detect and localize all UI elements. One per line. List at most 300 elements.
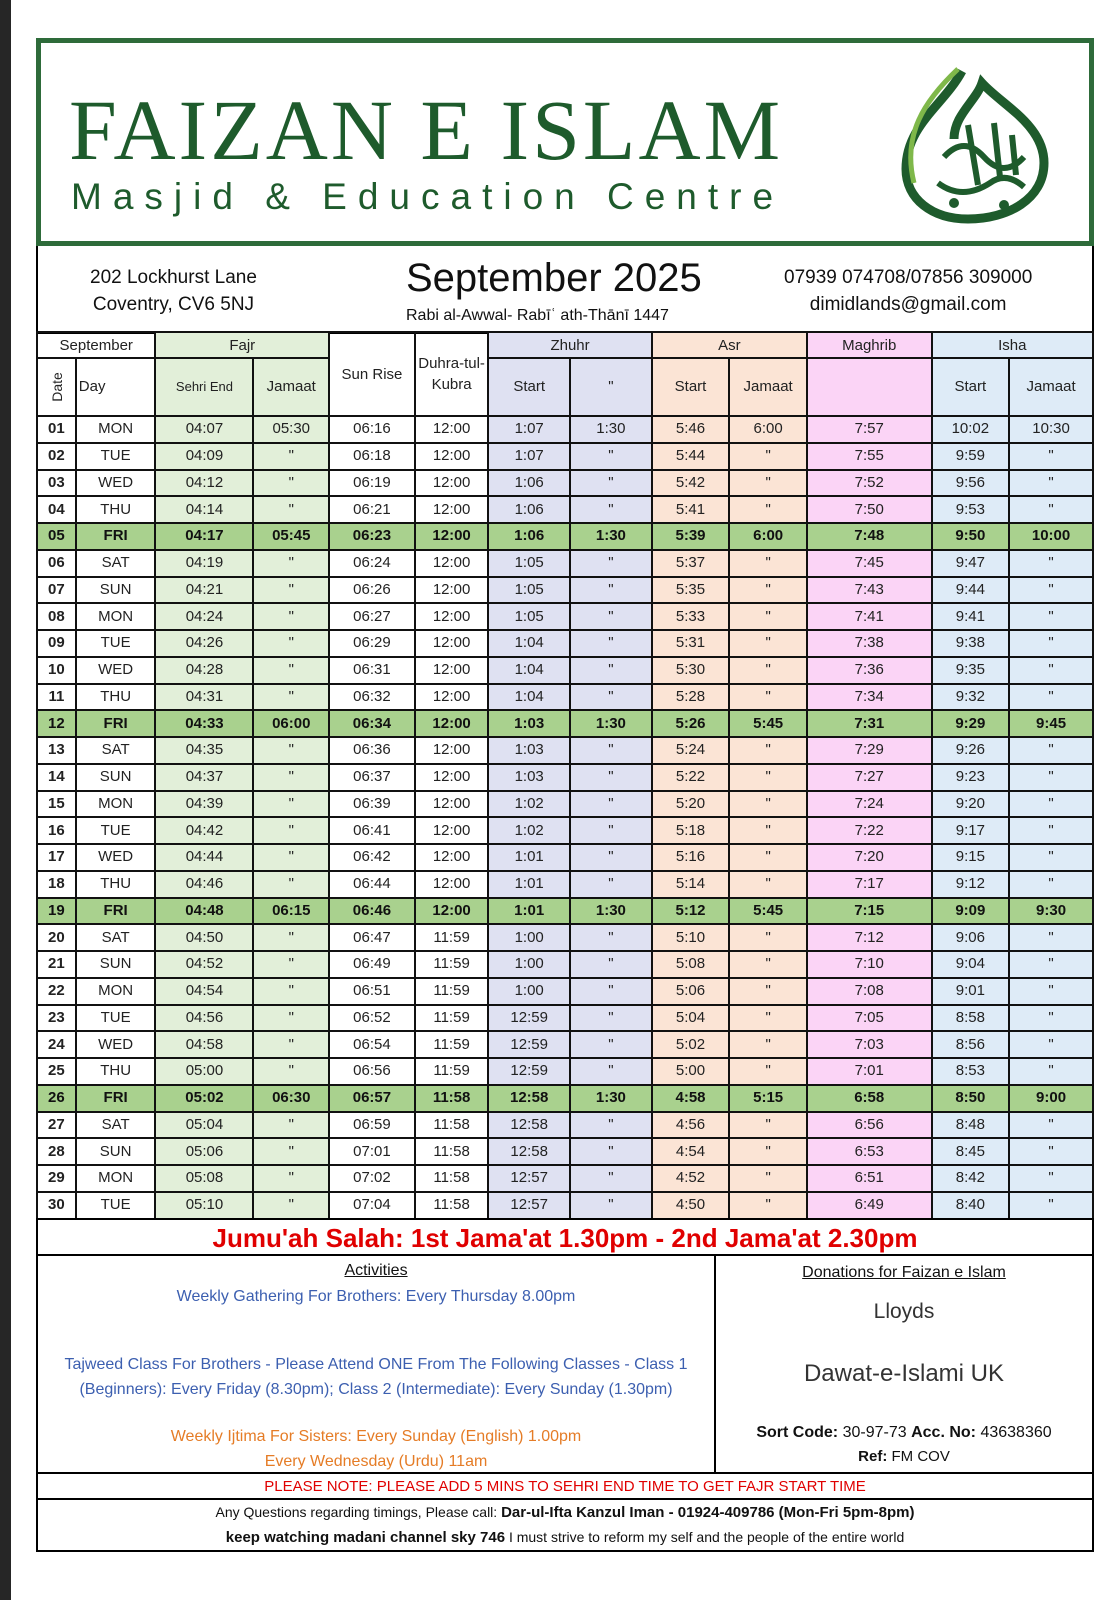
table-row: [37, 1058, 1093, 1085]
fajr-jamaat-cell: ": [253, 764, 329, 791]
isha-start-cell: 9:23: [932, 764, 1010, 791]
isha-jamaat-cell: 10:00: [1009, 523, 1093, 550]
date-cell: 26: [37, 1085, 76, 1112]
zhuhr-jamaat-cell: ": [570, 1005, 652, 1032]
isha-jamaat-cell: ": [1009, 550, 1093, 577]
zhuhr-jamaat-cell: ": [570, 951, 652, 978]
sehri-end-cell: 04:52: [155, 951, 253, 978]
month-header: September: [37, 332, 155, 358]
date-cell: 30: [37, 1192, 76, 1219]
asr-start-cell: 4:50: [652, 1192, 730, 1219]
footer-channel-line: [38, 1525, 1092, 1550]
day-cell: WED: [76, 470, 156, 497]
isha-start-cell: 8:58: [932, 1005, 1010, 1032]
day-cell: MON: [76, 416, 156, 443]
maghrib-cell: 7:43: [807, 577, 932, 604]
zhuhr-jamaat-cell: ": [570, 684, 652, 711]
maghrib-cell: 7:03: [807, 1031, 932, 1058]
sehri-end-cell: 04:33: [155, 710, 253, 737]
asr-start-cell: 5:18: [652, 817, 730, 844]
footer-questions: Any Questions regarding timings, Please call:: [215, 1504, 498, 1520]
table-row: [37, 603, 1093, 630]
prayer-timetable: [36, 331, 1094, 1220]
fajr-jamaat-cell: 06:00: [253, 710, 329, 737]
maghrib-cell: 6:56: [807, 1112, 932, 1139]
zhuhr-start-cell: 1:00: [488, 951, 570, 978]
sunrise-cell: 06:57: [329, 1085, 415, 1112]
zhuhr-start-cell: 1:04: [488, 684, 570, 711]
sehri-end-cell: 04:46: [155, 871, 253, 898]
asr-jamaat-cell: ": [729, 603, 807, 630]
zhuhr-jamaat-header: ": [570, 358, 652, 416]
account-number: 43638360: [980, 1424, 1052, 1441]
isha-start-cell: 9:29: [932, 710, 1010, 737]
sunrise-cell: 06:37: [329, 764, 415, 791]
table-row: [37, 1138, 1093, 1165]
fajr-jamaat-cell: ": [253, 924, 329, 951]
isha-start-cell: 9:44: [932, 577, 1010, 604]
contact-info: [784, 264, 1032, 318]
table-row: [37, 710, 1093, 737]
activities-section: [38, 1256, 716, 1472]
sehri-end-cell: 04:21: [155, 577, 253, 604]
table-row: [37, 550, 1093, 577]
asr-jamaat-cell: ": [729, 1165, 807, 1192]
zhuhr-jamaat-cell: ": [570, 577, 652, 604]
sunrise-cell: 06:16: [329, 416, 415, 443]
date-cell: 01: [37, 416, 76, 443]
asr-jamaat-cell: 6:00: [729, 416, 807, 443]
asr-start-cell: 4:56: [652, 1112, 730, 1139]
duhr-kubra-cell: 11:59: [415, 1031, 489, 1058]
isha-jamaat-cell: ": [1009, 630, 1093, 657]
sunrise-cell: 06:29: [329, 630, 415, 657]
table-row: [37, 1192, 1093, 1219]
isha-start-cell: 8:48: [932, 1112, 1010, 1139]
date-cell: 13: [37, 737, 76, 764]
asr-jamaat-header: Jamaat: [729, 358, 807, 416]
maghrib-cell: 7:27: [807, 764, 932, 791]
duhr-kubra-cell: 11:59: [415, 1005, 489, 1032]
asr-jamaat-cell: ": [729, 470, 807, 497]
table-row: [37, 924, 1093, 951]
isha-jamaat-cell: ": [1009, 1138, 1093, 1165]
date-cell: 27: [37, 1112, 76, 1139]
asr-jamaat-cell: ": [729, 791, 807, 818]
isha-start-cell: 9:41: [932, 603, 1010, 630]
fajr-jamaat-cell: ": [253, 1165, 329, 1192]
asr-start-cell: 4:52: [652, 1165, 730, 1192]
isha-jamaat-cell: ": [1009, 577, 1093, 604]
fajr-jamaat-cell: ": [253, 684, 329, 711]
isha-start-cell: 9:01: [932, 978, 1010, 1005]
duhr-kubra-cell: 12:00: [415, 764, 489, 791]
duhr-kubra-cell: 12:00: [415, 443, 489, 470]
day-cell: TUE: [76, 1192, 156, 1219]
day-cell: TUE: [76, 1005, 156, 1032]
day-cell: MON: [76, 603, 156, 630]
sunrise-cell: 06:36: [329, 737, 415, 764]
date-cell: 18: [37, 871, 76, 898]
maghrib-subheader: [807, 358, 932, 416]
date-cell: 14: [37, 764, 76, 791]
asr-start-cell: 5:10: [652, 924, 730, 951]
asr-start-cell: 5:04: [652, 1005, 730, 1032]
date-cell: 24: [37, 1031, 76, 1058]
activity-tajweed-class: Tajweed Class For Brothers - Please Attend ONE From The Following Classes - Class 1 (Beginners): Every Friday (8.30pm); Class 2 (Intermediate): Every Sunday (1.30pm): [64, 1356, 688, 1398]
sehri-end-cell: 05:10: [155, 1192, 253, 1219]
asr-start-cell: 4:58: [652, 1085, 730, 1112]
date-cell: 15: [37, 791, 76, 818]
sehri-end-cell: 05:08: [155, 1165, 253, 1192]
date-cell: 17: [37, 844, 76, 871]
date-cell: 12: [37, 710, 76, 737]
maghrib-cell: 7:12: [807, 924, 932, 951]
asr-jamaat-cell: ": [729, 1138, 807, 1165]
reference-label: Ref:: [858, 1448, 888, 1465]
asr-jamaat-cell: ": [729, 1112, 807, 1139]
sehri-end-cell: 04:09: [155, 443, 253, 470]
zhuhr-start-cell: 1:04: [488, 630, 570, 657]
date-cell: 22: [37, 978, 76, 1005]
asr-jamaat-cell: ": [729, 764, 807, 791]
duhr-kubra-cell: 12:00: [415, 737, 489, 764]
sunrise-cell: 06:42: [329, 844, 415, 871]
sunrise-cell: 06:26: [329, 577, 415, 604]
isha-start-cell: 8:53: [932, 1058, 1010, 1085]
zhuhr-start-cell: 12:57: [488, 1192, 570, 1219]
day-cell: SUN: [76, 951, 156, 978]
asr-start-cell: 5:39: [652, 523, 730, 550]
maghrib-cell: 7:38: [807, 630, 932, 657]
footer-questions-line: [38, 1500, 1092, 1525]
duhr-kubra-cell: 12:00: [415, 577, 489, 604]
sehri-end-header: Sehri End: [155, 358, 253, 416]
sunrise-cell: 06:47: [329, 924, 415, 951]
day-cell: SAT: [76, 737, 156, 764]
date-cell: 04: [37, 496, 76, 523]
zhuhr-jamaat-cell: ": [570, 1138, 652, 1165]
isha-jamaat-cell: 9:30: [1009, 898, 1093, 925]
fajr-jamaat-cell: ": [253, 443, 329, 470]
asr-start-cell: 5:00: [652, 1058, 730, 1085]
fajr-jamaat-cell: ": [253, 470, 329, 497]
asr-start-cell: 5:37: [652, 550, 730, 577]
zhuhr-jamaat-cell: ": [570, 470, 652, 497]
table-row: [37, 1085, 1093, 1112]
sunrise-cell: 06:32: [329, 684, 415, 711]
sunrise-cell: 06:18: [329, 443, 415, 470]
sehri-end-cell: 04:35: [155, 737, 253, 764]
email-address: dimidlands@gmail.com: [809, 294, 1007, 315]
maghrib-cell: 7:20: [807, 844, 932, 871]
maghrib-cell: 6:51: [807, 1165, 932, 1192]
maghrib-cell: 7:57: [807, 416, 932, 443]
maghrib-cell: 7:41: [807, 603, 932, 630]
info-panel: [36, 246, 1094, 334]
isha-jamaat-cell: ": [1009, 844, 1093, 871]
duhr-kubra-cell: 12:00: [415, 898, 489, 925]
fajr-jamaat-cell: ": [253, 603, 329, 630]
maghrib-cell: 7:34: [807, 684, 932, 711]
zhuhr-start-cell: 1:06: [488, 470, 570, 497]
maghrib-cell: 7:24: [807, 791, 932, 818]
fajr-jamaat-cell: 05:30: [253, 416, 329, 443]
table-row: [37, 470, 1093, 497]
maghrib-cell: 6:49: [807, 1192, 932, 1219]
zhuhr-start-cell: 1:06: [488, 496, 570, 523]
maghrib-cell: 6:58: [807, 1085, 932, 1112]
maghrib-cell: 7:05: [807, 1005, 932, 1032]
fajr-jamaat-cell: ": [253, 871, 329, 898]
table-row: [37, 496, 1093, 523]
page-footer: [36, 1498, 1094, 1552]
date-cell: 08: [37, 603, 76, 630]
sunrise-cell: 06:56: [329, 1058, 415, 1085]
isha-start-cell: 9:32: [932, 684, 1010, 711]
maghrib-cell: 7:17: [807, 871, 932, 898]
duhr-kubra-cell: 11:58: [415, 1085, 489, 1112]
duhr-kubra-cell: 12:00: [415, 871, 489, 898]
fajr-jamaat-cell: ": [253, 657, 329, 684]
asr-jamaat-cell: 5:15: [729, 1085, 807, 1112]
day-cell: WED: [76, 844, 156, 871]
timetable-sheet: [36, 38, 1094, 1588]
fajr-jamaat-cell: ": [253, 1112, 329, 1139]
table-row: [37, 416, 1093, 443]
asr-start-cell: 5:26: [652, 710, 730, 737]
fajr-jamaat-cell: ": [253, 1138, 329, 1165]
zhuhr-start-cell: 12:57: [488, 1165, 570, 1192]
sunrise-cell: 06:27: [329, 603, 415, 630]
fajr-jamaat-cell: ": [253, 550, 329, 577]
zhuhr-jamaat-cell: ": [570, 844, 652, 871]
isha-jamaat-cell: ": [1009, 924, 1093, 951]
duhr-kubra-cell: 12:00: [415, 523, 489, 550]
sunrise-cell: 06:24: [329, 550, 415, 577]
table-row: [37, 1112, 1093, 1139]
fajr-jamaat-cell: ": [253, 844, 329, 871]
date-cell: 19: [37, 898, 76, 925]
day-cell: SUN: [76, 1138, 156, 1165]
duhr-kubra-cell: 12:00: [415, 684, 489, 711]
sunrise-cell: 06:19: [329, 470, 415, 497]
date-cell: 10: [37, 657, 76, 684]
duhr-kubra-cell: 11:59: [415, 1058, 489, 1085]
asr-start-cell: 5:31: [652, 630, 730, 657]
zhuhr-start-cell: 1:03: [488, 710, 570, 737]
date-cell: 11: [37, 684, 76, 711]
zhuhr-jamaat-cell: ": [570, 817, 652, 844]
table-row: [37, 978, 1093, 1005]
sunrise-cell: 07:02: [329, 1165, 415, 1192]
isha-start-cell: 9:04: [932, 951, 1010, 978]
day-cell: TUE: [76, 630, 156, 657]
asr-start-cell: 5:08: [652, 951, 730, 978]
zhuhr-jamaat-cell: ": [570, 871, 652, 898]
isha-start-cell: 9:26: [932, 737, 1010, 764]
asr-jamaat-cell: ": [729, 1192, 807, 1219]
sehri-end-cell: 05:00: [155, 1058, 253, 1085]
sehri-end-cell: 04:24: [155, 603, 253, 630]
sunrise-cell: 06:49: [329, 951, 415, 978]
date-cell: 29: [37, 1165, 76, 1192]
asr-start-cell: 5:06: [652, 978, 730, 1005]
ijtima-wednesday: Every Wednesday (Urdu) 11am: [264, 1453, 488, 1470]
sunrise-cell: 07:01: [329, 1138, 415, 1165]
asr-start-cell: 5:02: [652, 1031, 730, 1058]
isha-jamaat-header: Jamaat: [1009, 358, 1093, 416]
day-cell: WED: [76, 1031, 156, 1058]
asr-start-cell: 5:41: [652, 496, 730, 523]
footer-slogan: I must strive to reform my self and the people of the entire world: [508, 1529, 905, 1545]
sehri-end-cell: 05:04: [155, 1112, 253, 1139]
sunrise-cell: 06:51: [329, 978, 415, 1005]
isha-start-cell: 10:02: [932, 416, 1010, 443]
sunrise-cell: 06:59: [329, 1112, 415, 1139]
sunrise-cell: 07:04: [329, 1192, 415, 1219]
asr-start-cell: 5:24: [652, 737, 730, 764]
duhr-kubra-cell: 11:58: [415, 1138, 489, 1165]
day-cell: MON: [76, 1165, 156, 1192]
day-cell: FRI: [76, 523, 156, 550]
fajr-jamaat-cell: 06:30: [253, 1085, 329, 1112]
fajr-jamaat-cell: ": [253, 1058, 329, 1085]
date-header: Date: [37, 358, 76, 416]
isha-jamaat-cell: ": [1009, 978, 1093, 1005]
fajr-jamaat-cell: 05:45: [253, 523, 329, 550]
address: [90, 264, 257, 318]
day-cell: FRI: [76, 1085, 156, 1112]
day-cell: THU: [76, 871, 156, 898]
duhr-kubra-cell: 11:59: [415, 924, 489, 951]
isha-start-cell: 8:45: [932, 1138, 1010, 1165]
asr-jamaat-cell: 5:45: [729, 710, 807, 737]
day-cell: THU: [76, 496, 156, 523]
zhuhr-jamaat-cell: 1:30: [570, 1085, 652, 1112]
asr-jamaat-cell: ": [729, 737, 807, 764]
activity-brothers-gathering: Weekly Gathering For Brothers: Every Thursday 8.00pm: [176, 1288, 576, 1305]
reference: [716, 1448, 1092, 1465]
duhr-kubra-cell: 12:00: [415, 496, 489, 523]
maghrib-cell: 7:15: [807, 898, 932, 925]
asr-jamaat-cell: ": [729, 443, 807, 470]
fajr-jamaat-cell: ": [253, 978, 329, 1005]
zhuhr-start-cell: 1:07: [488, 416, 570, 443]
duhr-kubra-cell: 11:58: [415, 1165, 489, 1192]
isha-jamaat-cell: 10:30: [1009, 416, 1093, 443]
date-cell: 05: [37, 523, 76, 550]
zhuhr-start-cell: 1:03: [488, 737, 570, 764]
asr-start-cell: 5:16: [652, 844, 730, 871]
sunrise-cell: 06:21: [329, 496, 415, 523]
fajr-header: Fajr: [155, 332, 329, 358]
timetable-body: [37, 416, 1093, 1219]
day-cell: WED: [76, 657, 156, 684]
asr-jamaat-cell: ": [729, 577, 807, 604]
zhuhr-jamaat-cell: ": [570, 1031, 652, 1058]
zhuhr-jamaat-cell: ": [570, 764, 652, 791]
isha-start-cell: 9:06: [932, 924, 1010, 951]
table-row: [37, 1165, 1093, 1192]
sehri-end-cell: 04:28: [155, 657, 253, 684]
maghrib-cell: 7:52: [807, 470, 932, 497]
duhr-kubra-cell: 11:58: [415, 1112, 489, 1139]
duhr-kubra-cell: 11:59: [415, 978, 489, 1005]
asr-start-cell: 5:12: [652, 898, 730, 925]
zhuhr-start-cell: 1:01: [488, 844, 570, 871]
zhuhr-start-cell: 1:05: [488, 603, 570, 630]
day-cell: FRI: [76, 710, 156, 737]
dawat-logo-icon: [884, 65, 1064, 225]
asr-jamaat-cell: ": [729, 817, 807, 844]
footer-contact: Dar-ul-Ifta Kanzul Iman - 01924-409786 (Mon-Fri 5pm-8pm): [501, 1504, 915, 1521]
asr-start-cell: 5:28: [652, 684, 730, 711]
isha-jamaat-cell: ": [1009, 737, 1093, 764]
asr-start-cell: 5:20: [652, 791, 730, 818]
sehri-end-cell: 05:02: [155, 1085, 253, 1112]
sehri-end-cell: 04:37: [155, 764, 253, 791]
isha-jamaat-cell: ": [1009, 603, 1093, 630]
sub-header-row: [37, 358, 1093, 416]
isha-jamaat-cell: ": [1009, 817, 1093, 844]
isha-start-cell: 9:56: [932, 470, 1010, 497]
asr-jamaat-cell: ": [729, 496, 807, 523]
zhuhr-jamaat-cell: ": [570, 791, 652, 818]
table-row: [37, 817, 1093, 844]
duhr-kubra-cell: 12:00: [415, 817, 489, 844]
sehri-end-cell: 04:19: [155, 550, 253, 577]
asr-jamaat-cell: ": [729, 924, 807, 951]
isha-start-cell: 8:56: [932, 1031, 1010, 1058]
zhuhr-start-cell: 1:02: [488, 791, 570, 818]
maghrib-cell: 7:22: [807, 817, 932, 844]
fajr-jamaat-cell: ": [253, 791, 329, 818]
isha-jamaat-cell: 9:00: [1009, 1085, 1093, 1112]
asr-jamaat-cell: ": [729, 1058, 807, 1085]
asr-jamaat-cell: ": [729, 1005, 807, 1032]
day-cell: MON: [76, 978, 156, 1005]
duhr-kubra-header: Duhra-tul-Kubra: [415, 332, 489, 416]
asr-start-cell: 5:30: [652, 657, 730, 684]
isha-start-cell: 9:17: [932, 817, 1010, 844]
sehri-end-cell: 04:39: [155, 791, 253, 818]
isha-jamaat-cell: 9:45: [1009, 710, 1093, 737]
asr-start-cell: 5:35: [652, 577, 730, 604]
month-title: September 2025: [406, 256, 702, 300]
masjid-title: FAIZAN E ISLAM: [69, 82, 784, 178]
table-row: [37, 630, 1093, 657]
maghrib-cell: 7:55: [807, 443, 932, 470]
zhuhr-start-cell: 1:01: [488, 871, 570, 898]
duhr-kubra-cell: 12:00: [415, 603, 489, 630]
isha-jamaat-cell: ": [1009, 871, 1093, 898]
fajr-jamaat-cell: ": [253, 496, 329, 523]
bank-details: [716, 1424, 1092, 1442]
page-edge: [0, 0, 11, 1600]
asr-start-cell: 5:33: [652, 603, 730, 630]
phone-numbers: 07939 074708/07856 309000: [784, 267, 1033, 288]
zhuhr-jamaat-cell: ": [570, 737, 652, 764]
asr-jamaat-cell: ": [729, 951, 807, 978]
sehri-end-cell: 04:44: [155, 844, 253, 871]
date-cell: 28: [37, 1138, 76, 1165]
date-cell: 20: [37, 924, 76, 951]
isha-jamaat-cell: ": [1009, 764, 1093, 791]
day-cell: TUE: [76, 443, 156, 470]
zhuhr-start-cell: 12:59: [488, 1005, 570, 1032]
maghrib-cell: 7:31: [807, 710, 932, 737]
